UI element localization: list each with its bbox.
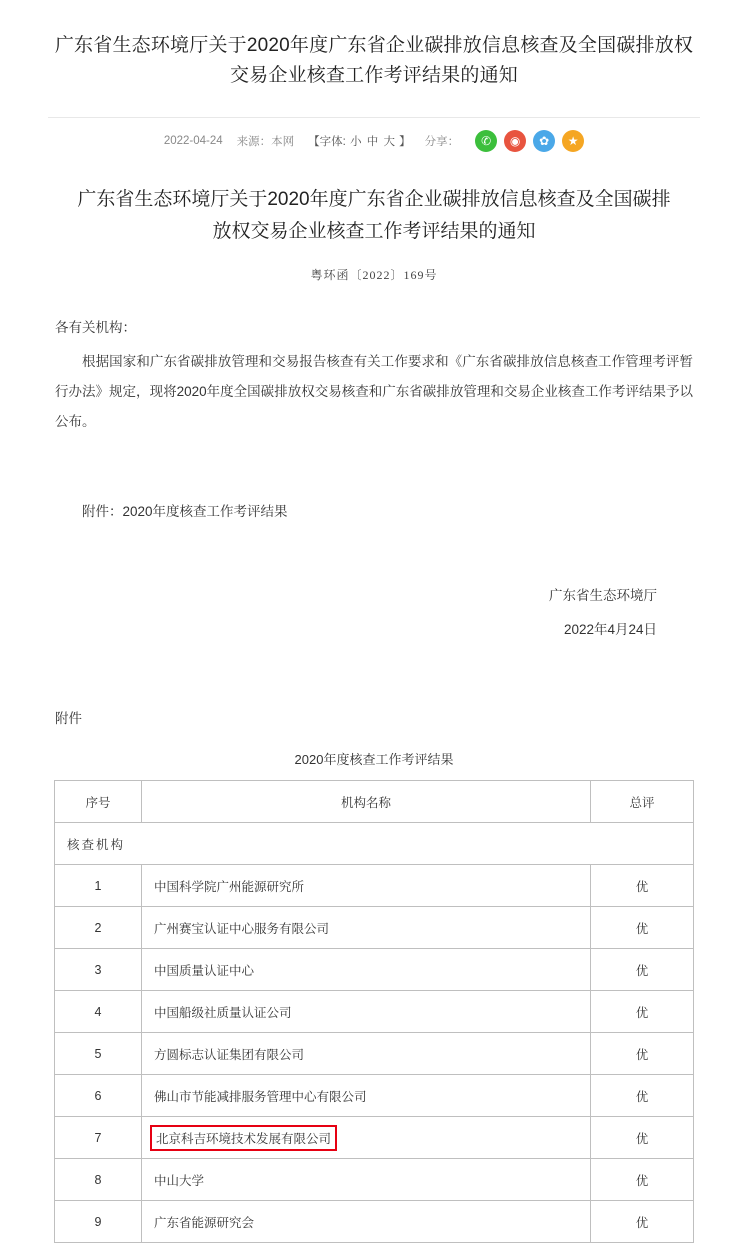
table-row (55, 1033, 694, 1075)
table-row (55, 949, 694, 991)
row-total: 优 (591, 1159, 694, 1201)
row-index: 2 (55, 907, 142, 949)
row-name: 广东省能源研究会 (142, 1201, 591, 1243)
table-section-title: 核查机构 (55, 823, 694, 865)
table-row (55, 1201, 694, 1243)
row-index: 4 (55, 991, 142, 1033)
table-row (55, 1075, 694, 1117)
source-label: 来源： (236, 136, 272, 149)
row-name-cell (142, 1117, 591, 1159)
table-row-highlighted (55, 1117, 694, 1159)
font-size-label: 【字体: (308, 136, 346, 149)
signature-date: 2022年4月24日 (563, 622, 657, 638)
attachment-reference: 附件：2020年度核查工作考评结果 (82, 504, 288, 520)
signature-org: 广东省生态环境厅 (549, 588, 657, 604)
row-name: 中山大学 (142, 1159, 591, 1201)
qq-share-icon[interactable]: ✿ (533, 130, 555, 152)
document-body (0, 283, 748, 647)
share-label: 分享： (424, 136, 460, 149)
row-name: 佛山市节能减排服务管理中心有限公司 (142, 1075, 591, 1117)
table-row (55, 991, 694, 1033)
column-header-total: 总评 (591, 781, 694, 823)
page-title: 广东省生态环境厅关于2020年度广东省企业碳排放信息核查及全国碳排放权交易企业核查工作考评结果的通知 (54, 34, 694, 86)
row-total: 优 (591, 865, 694, 907)
table-header-row (55, 781, 694, 823)
row-index: 5 (55, 1033, 142, 1075)
attachment-label: 附件 (55, 711, 82, 727)
source-group (237, 133, 295, 149)
share-icons (475, 130, 584, 152)
assessment-result-table (54, 780, 694, 1243)
table-section-row (55, 823, 694, 865)
document-title: 广东省生态环境厅关于2020年度广东省企业碳排放信息核查及全国碳排放权交易企业核查工作考评结果的通知 (77, 189, 671, 243)
row-index: 7 (55, 1117, 142, 1159)
row-index: 9 (55, 1201, 142, 1243)
row-name: 方圆标志认证集团有限公司 (142, 1033, 591, 1075)
table-caption: 2020年度核查工作考评结果 (294, 752, 454, 768)
document-number: 粤环函〔2022〕169号 (310, 268, 438, 283)
salutation: 各有关机构： (55, 320, 136, 336)
font-size-large[interactable]: 大 (383, 136, 395, 149)
row-total: 优 (591, 1201, 694, 1243)
article-meta-bar (48, 117, 700, 162)
row-total: 优 (591, 1033, 694, 1075)
font-size-medium[interactable]: 中 (366, 136, 379, 149)
publish-date: 2022-04-24 (163, 135, 223, 148)
row-index: 6 (55, 1075, 142, 1117)
row-total: 优 (591, 907, 694, 949)
table-row (55, 907, 694, 949)
source-value: 本网 (271, 136, 295, 149)
row-index: 8 (55, 1159, 142, 1201)
row-index: 1 (55, 865, 142, 907)
font-size-close: 】 (399, 136, 411, 149)
row-name: 广州赛宝认证中心服务有限公司 (142, 907, 591, 949)
column-header-name: 机构名称 (142, 781, 591, 823)
row-name: 中国船级社质量认证公司 (142, 991, 591, 1033)
favorite-share-icon[interactable]: ★ (562, 130, 584, 152)
row-name: 中国质量认证中心 (142, 949, 591, 991)
font-size-group (308, 133, 411, 149)
font-size-small[interactable]: 小 (350, 136, 362, 149)
row-total: 优 (591, 1075, 694, 1117)
row-total: 优 (591, 991, 694, 1033)
table-row (55, 1159, 694, 1201)
signature-block (55, 579, 693, 647)
row-total: 优 (591, 1117, 694, 1159)
wechat-share-icon[interactable]: ✆ (475, 130, 497, 152)
highlighted-organization: 北京科吉环境技术发展有限公司 (150, 1125, 337, 1151)
row-total: 优 (591, 949, 694, 991)
row-name: 中国科学院广州能源研究所 (142, 865, 591, 907)
weibo-share-icon[interactable]: ◉ (504, 130, 526, 152)
row-index: 3 (55, 949, 142, 991)
body-paragraph: 根据国家和广东省碳排放管理和交易报告核查有关工作要求和《广东省碳排放信息核查工作管理考评暂行办法》规定，现将2020年度全国碳排放权交易核查和广东省碳排放管理和交易企业核查工作考评结果予以公布。 (55, 354, 693, 430)
column-header-index: 序号 (55, 781, 142, 823)
table-row (55, 865, 694, 907)
